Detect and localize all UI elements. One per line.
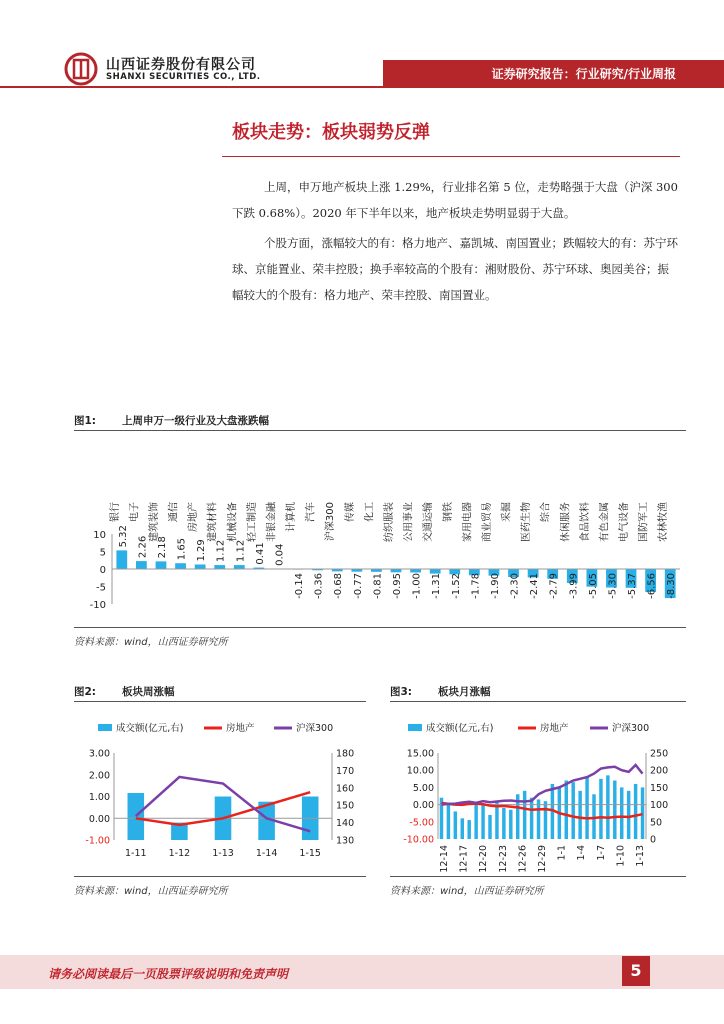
left-tick-label: -1.00 <box>85 835 110 847</box>
data-label: -3.99 <box>568 573 580 599</box>
fig2-label: 图2: <box>74 686 97 698</box>
x-tick-label: 12-14 <box>439 845 450 873</box>
x-tick-label: 1-13 <box>212 848 234 859</box>
left-tick-label: 1.00 <box>88 792 110 803</box>
y-tick-label: 5 <box>99 547 106 559</box>
fig2-title: 板块周涨幅 <box>122 686 175 698</box>
turnover-bar <box>627 791 630 839</box>
category-label: 化工 <box>364 502 376 522</box>
category-label: 传媒 <box>344 502 356 522</box>
right-tick-label: 160 <box>336 783 355 795</box>
legend-label: 房地产 <box>226 723 255 734</box>
company-name-cn: 山西证券股份有限公司 <box>106 57 256 73</box>
report-type: 证券研究报告：行业研究/行业周报 <box>491 67 676 81</box>
turnover-bar <box>467 820 470 839</box>
fig1-top-rule <box>74 430 686 431</box>
turnover-bar <box>502 808 505 839</box>
right-tick-label: 140 <box>336 818 355 830</box>
fig2-top-rule <box>74 701 366 702</box>
title-divider <box>222 156 680 157</box>
category-label: 有色金属 <box>599 502 611 542</box>
data-label: 1.12 <box>235 539 247 563</box>
turnover-bar <box>128 793 145 840</box>
data-label: 1.29 <box>196 539 208 562</box>
category-label: 计算机 <box>286 502 298 532</box>
category-label: 机械设备 <box>227 502 239 542</box>
x-tick-label: 1-11 <box>125 848 147 859</box>
category-label: 非银金融 <box>266 502 278 542</box>
data-label: -5.30 <box>607 573 619 599</box>
paragraph-1: 上周，申万地产板块上涨 1.29%，行业排名第 5 位，走势略强于大盘（沪深 300 下跌 0.68%）。2020 年下半年以来，地产板块走势明显弱于大盘。 <box>232 180 678 220</box>
right-tick-label: 150 <box>336 800 355 812</box>
right-tick-label: 200 <box>650 765 669 777</box>
x-tick-label: 12-26 <box>517 845 529 873</box>
bar <box>136 561 147 569</box>
category-label: 商业贸易 <box>481 502 493 542</box>
category-label: 医药生物 <box>521 502 533 542</box>
turnover-bar <box>461 818 464 839</box>
data-label: -1.78 <box>470 573 482 599</box>
data-label: -0.36 <box>313 573 325 599</box>
company-logo <box>64 52 98 86</box>
left-tick-label: 10.00 <box>406 765 434 777</box>
data-label: 0.04 <box>274 543 286 566</box>
y-tick-label: 0 <box>99 565 106 576</box>
category-label: 纺织服装 <box>384 502 395 542</box>
hs300-line <box>442 765 643 805</box>
realestate-line <box>442 803 643 819</box>
legend-swatch-turnover <box>408 724 422 731</box>
category-label: 交通运输 <box>423 502 435 542</box>
turnover-bar <box>523 791 526 839</box>
category-label: 银行 <box>109 502 121 522</box>
data-label: -1.31 <box>431 573 443 599</box>
y-tick-label: 10 <box>93 530 106 541</box>
right-tick-label: 0 <box>650 834 657 846</box>
fig1-source: 资料来源：wind，山西证券研究所 <box>74 637 228 648</box>
right-tick-label: 250 <box>650 748 669 760</box>
category-label: 综合 <box>540 502 552 522</box>
x-tick-label: 1-14 <box>255 848 278 859</box>
data-label: -6.56 <box>646 573 658 599</box>
data-label: -8.30 <box>666 573 678 599</box>
data-label: -0.14 <box>294 573 306 599</box>
data-label: 2.26 <box>137 535 149 559</box>
turnover-bar <box>606 775 609 839</box>
x-tick-label: 1-15 <box>299 848 321 859</box>
data-label: -2.30 <box>509 573 521 599</box>
fig3-label: 图3: <box>390 686 413 698</box>
data-label: -2.41 <box>529 573 541 599</box>
category-label: 建筑装饰 <box>148 502 160 542</box>
legend-label: 房地产 <box>540 723 569 734</box>
data-label: -1.90 <box>489 573 501 599</box>
turnover-bar <box>530 798 533 839</box>
category-label: 家用电器 <box>462 502 474 542</box>
left-tick-label: -10.00 <box>403 834 434 846</box>
data-label: -2.79 <box>548 573 560 599</box>
category-label: 采掘 <box>501 502 513 522</box>
monthly-return-chart <box>390 712 686 876</box>
turnover-bar <box>599 779 602 839</box>
left-tick-label: 0.00 <box>412 800 434 812</box>
turnover-bar <box>620 787 623 839</box>
right-tick-label: 100 <box>650 800 669 812</box>
x-tick-label: 1-7 <box>595 845 607 861</box>
fig1-title: 上周申万一级行业及大盘涨跌幅 <box>122 415 269 427</box>
fig2-bottom-rule <box>74 876 366 877</box>
x-tick-label: 1-1 <box>556 845 568 861</box>
bar <box>116 550 127 569</box>
paragraph-2: 个股方面，涨幅较大的有：格力地产、嘉凯城、南国置业；跌幅较大的有：苏宁环球、京能置业、荣丰控股；换手率较高的个股有：湘财股份、苏宁环球、奥园美谷；振幅较大的个股有：格力地产、荣丰控股、南国置业。 <box>232 236 678 302</box>
right-tick-label: 180 <box>336 748 355 760</box>
fig1-bottom-rule <box>74 627 686 628</box>
right-tick-label: 50 <box>650 817 663 829</box>
category-label: 电子 <box>129 502 141 522</box>
fig3-top-rule <box>390 701 686 702</box>
turnover-bar <box>565 781 568 839</box>
category-label: 食品饮料 <box>579 502 591 542</box>
category-label: 建筑材料 <box>207 502 219 542</box>
industry-return-chart <box>74 432 686 622</box>
turnover-bar <box>537 799 540 839</box>
bar <box>430 569 441 574</box>
left-tick-label: -5.00 <box>409 817 434 829</box>
legend-swatch-turnover <box>98 724 112 731</box>
left-tick-label: 15.00 <box>406 748 434 760</box>
turnover-bar <box>474 803 477 839</box>
y-tick-label: -5 <box>96 582 106 594</box>
fig1-label: 图1: <box>74 415 97 427</box>
x-tick-label: 1-12 <box>168 848 191 859</box>
left-tick-label: 3.00 <box>88 748 110 760</box>
category-label: 农林牧渔 <box>658 502 670 542</box>
header-divider <box>0 86 724 88</box>
data-label: 1.65 <box>176 537 188 561</box>
fig3-title: 板块月涨幅 <box>438 686 491 698</box>
category-label: 公用事业 <box>403 502 415 542</box>
x-tick-label: 12-17 <box>458 845 470 873</box>
turnover-bar <box>488 815 491 839</box>
legend-label: 沪深300 <box>296 723 334 734</box>
x-tick-label: 12-29 <box>537 845 548 873</box>
left-tick-label: 2.00 <box>88 770 110 782</box>
footer-disclaimer: 请务必阅读最后一页股票评级说明和免责声明 <box>48 967 289 981</box>
x-tick-label: 12-23 <box>497 845 509 873</box>
turnover-bar <box>578 791 581 839</box>
x-tick-label: 1-13 <box>635 845 646 867</box>
bar <box>195 564 206 569</box>
data-label: -1.00 <box>411 573 423 599</box>
data-label: 1.12 <box>215 539 227 563</box>
section-title: 板块走势：板块弱势反弹 <box>232 122 430 143</box>
bar <box>175 563 186 569</box>
turnover-bar <box>571 782 574 839</box>
category-label: 沪深300 <box>325 502 337 542</box>
bar <box>410 569 421 573</box>
data-label: -5.37 <box>627 573 639 599</box>
category-label: 休闲服务 <box>560 502 572 542</box>
bar <box>156 561 167 569</box>
company-name-en: SHANXI SECURITIES CO., LTD. <box>106 72 261 82</box>
right-tick-label: 150 <box>650 782 669 794</box>
data-label: -5.05 <box>587 573 599 599</box>
right-tick-label: 170 <box>336 765 355 777</box>
fig2-source: 资料来源：wind，山西证券研究所 <box>74 886 228 897</box>
x-tick-label: 12-20 <box>478 845 490 873</box>
category-label: 轻工制造 <box>246 502 258 542</box>
data-label: 2.18 <box>156 536 168 559</box>
turnover-bar <box>481 805 484 839</box>
data-label: -0.95 <box>392 573 403 599</box>
data-label: -0.68 <box>333 573 345 599</box>
bar <box>214 565 225 569</box>
data-label: 5.32 <box>117 525 129 548</box>
data-label: 0.41 <box>254 542 266 565</box>
turnover-bar <box>447 805 450 839</box>
y-tick-label: -10 <box>89 600 106 611</box>
page-number: 5 <box>622 956 650 986</box>
turnover-bar <box>613 781 616 839</box>
x-tick-label: 1-4 <box>576 845 588 861</box>
bar <box>234 565 245 569</box>
fig3-source: 资料来源：wind，山西证券研究所 <box>390 886 544 897</box>
category-label: 电气设备 <box>619 502 631 542</box>
turnover-bar <box>634 784 637 839</box>
fig3-bottom-rule <box>390 876 686 877</box>
data-label: -0.81 <box>372 573 384 599</box>
data-label: -1.52 <box>450 573 462 599</box>
weekly-return-chart <box>74 712 366 872</box>
turnover-bar <box>544 801 547 839</box>
left-tick-label: 0.00 <box>88 813 110 825</box>
legend-label: 沪深300 <box>612 723 650 734</box>
category-label: 汽车 <box>305 502 317 522</box>
right-tick-label: 130 <box>336 835 355 847</box>
category-label: 钢铁 <box>442 502 454 522</box>
data-label: -0.77 <box>352 573 364 599</box>
category-label: 房地产 <box>188 502 200 532</box>
x-tick-label: 1-10 <box>615 845 627 867</box>
category-label: 国防军工 <box>638 502 650 542</box>
turnover-bar <box>585 777 588 839</box>
legend-label: 成交额(亿元,右) <box>426 723 494 734</box>
legend-label: 成交额(亿元,右) <box>116 723 184 734</box>
turnover-bar <box>509 810 512 839</box>
turnover-bar <box>454 811 457 839</box>
category-label: 通信 <box>168 502 180 522</box>
left-tick-label: 5.00 <box>412 782 434 794</box>
